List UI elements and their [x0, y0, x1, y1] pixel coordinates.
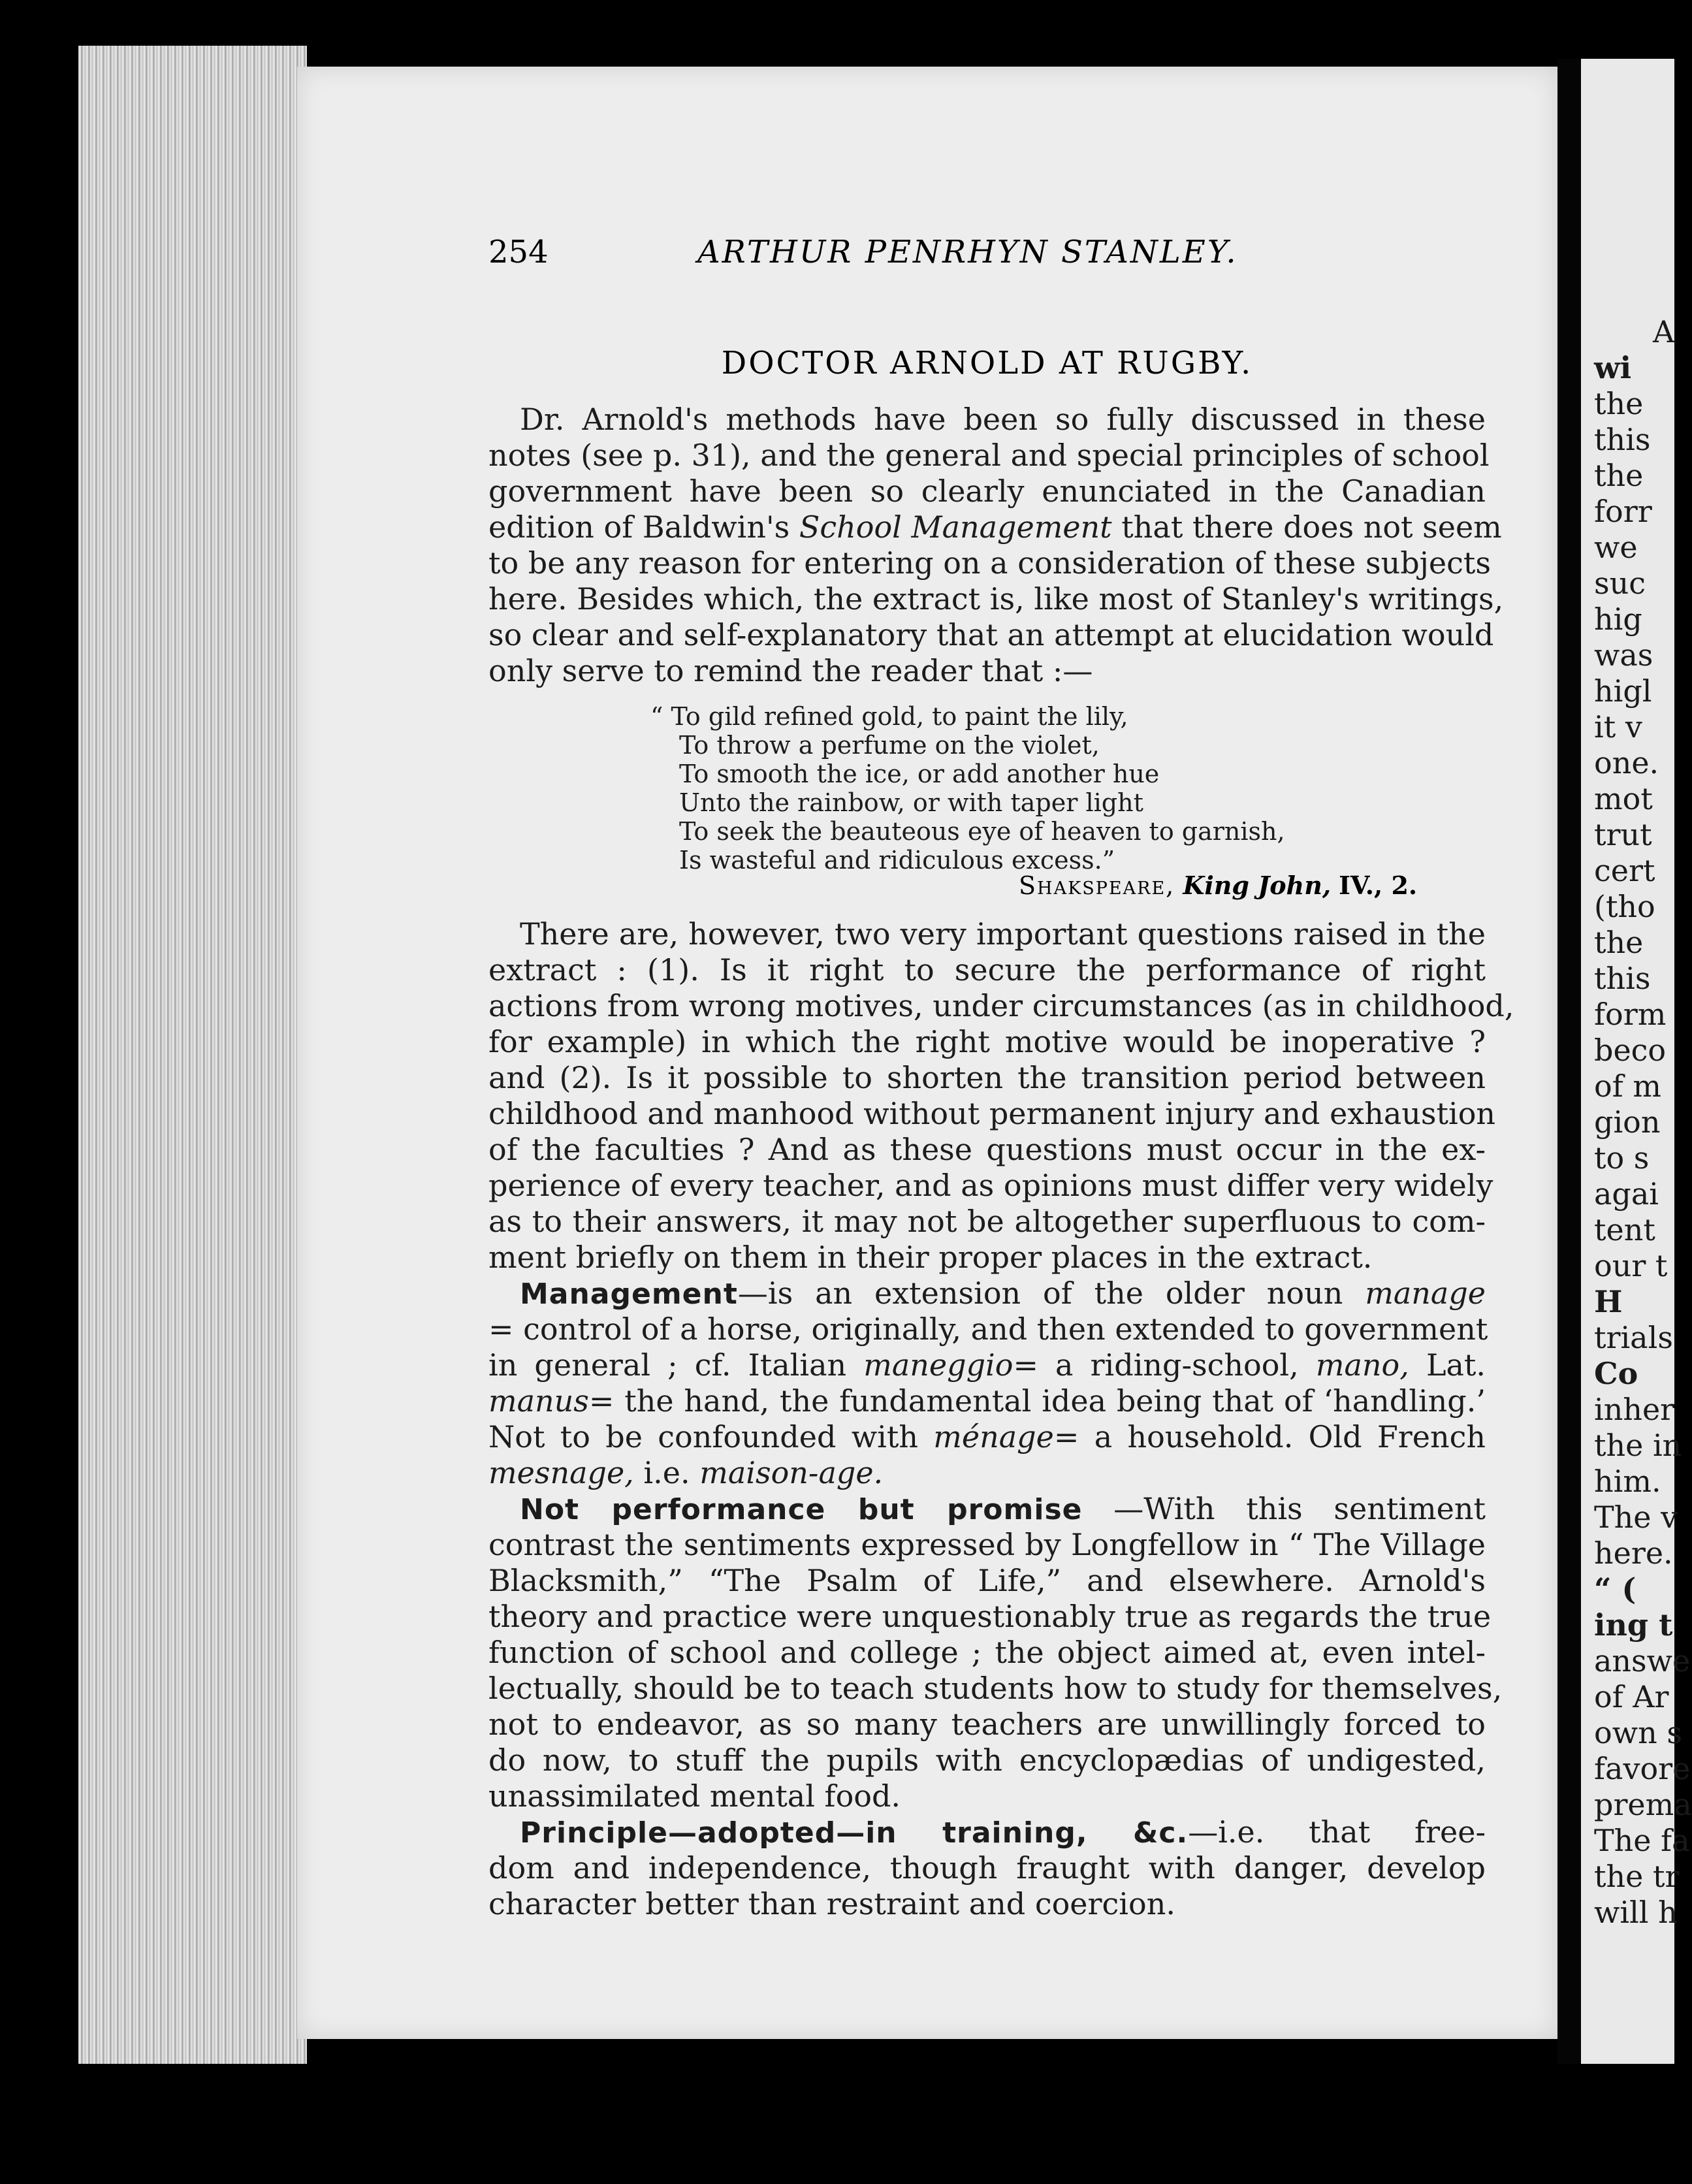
right-page-text-fragment: the: [1594, 386, 1644, 421]
text-line: Not performance but promise —With this sentiment: [520, 1491, 1486, 1526]
right-page-text-fragment: Co: [1594, 1356, 1638, 1391]
text-line: actions from wrong motives, under circumstances (as in childhood,: [488, 988, 1514, 1023]
right-page-text-fragment: the: [1594, 458, 1644, 493]
note-term: Not performance but promise: [520, 1493, 1083, 1526]
text-line: function of school and college ; the object aimed at, even intel-: [488, 1635, 1486, 1670]
page-number: 254: [488, 234, 549, 270]
note-management: [488, 1276, 1486, 1491]
right-page-text-fragment: trut: [1594, 817, 1652, 852]
right-page-text-fragment: (tho: [1594, 889, 1655, 924]
text-line: and (2). Is it possible to shorten the transition period between: [488, 1060, 1486, 1095]
text-line: only serve to remind the reader that :—: [488, 653, 1093, 688]
right-page-text-fragment: will h: [1594, 1895, 1678, 1930]
note-principle: [488, 1814, 1486, 1922]
right-page-text-fragment: the: [1594, 925, 1644, 960]
right-page-text-fragment: The v: [1594, 1500, 1678, 1535]
text-line: in general ; cf. Italian maneggio= a riding-school, mano, Lat.: [488, 1347, 1486, 1383]
text-line: to be any reason for entering on a consideration of these subjects: [488, 545, 1491, 581]
text-line: do now, to stuff the pupils with encyclopædias of undigested,: [488, 1742, 1486, 1778]
right-page-text-fragment: the tr: [1594, 1859, 1680, 1894]
section-heading: DOCTOR ARNOLD AT RUGBY.: [721, 345, 1253, 381]
right-page-text-fragment: forr: [1594, 494, 1652, 529]
text-line: here. Besides which, the extract is, like most of Stanley's writings,: [488, 581, 1504, 617]
text-line: lectually, should be to teach students how to study for themselves,: [488, 1671, 1503, 1706]
page-edge-stack: [78, 46, 307, 2064]
text-line: perience of every teacher, and as opinions must differ very widely: [488, 1168, 1493, 1203]
text-line: government have been so clearly enunciated in the Canadian: [488, 474, 1486, 509]
text-line: ment briefly on them in their proper places in the extract.: [488, 1240, 1373, 1275]
right-page-text-fragment: The fa: [1594, 1823, 1690, 1858]
verse-line: “ To gild refined gold, to paint the lily,: [650, 702, 1128, 731]
text-line: Management—is an extension of the older noun manage: [520, 1276, 1486, 1311]
text-line: unassimilated mental food.: [488, 1778, 901, 1814]
text-line: contrast the sentiments expressed by Longfellow in “ The Village: [488, 1527, 1486, 1562]
right-page-text-fragment: this: [1594, 961, 1651, 996]
right-page-text-fragment: this: [1594, 422, 1651, 457]
text-line: childhood and manhood without permanent injury and exhaustion: [488, 1096, 1496, 1131]
text-line: of the faculties ? And as these questions must occur in the ex-: [488, 1132, 1486, 1167]
right-page-text-fragment: favore: [1594, 1751, 1691, 1786]
right-page-text-fragment: of Ar: [1594, 1679, 1669, 1714]
right-page-text-fragment: gion: [1594, 1104, 1661, 1140]
right-page-text-fragment: our t: [1594, 1248, 1668, 1283]
text-line: dom and independence, though fraught with danger, develop: [488, 1850, 1486, 1886]
right-page-text-fragment: to s: [1594, 1140, 1650, 1176]
note-performance: [488, 1491, 1503, 1814]
verse-quotation: [650, 702, 1285, 875]
paragraph-intro: [488, 402, 1504, 689]
text-line: notes (see p. 31), and the general and special principles of school: [488, 438, 1490, 473]
right-page-text-fragment: was: [1594, 637, 1653, 673]
right-page-text-fragment: suc: [1594, 566, 1646, 601]
right-page-text-fragment: hig: [1594, 602, 1642, 637]
text-line: character better than restraint and coercion.: [488, 1886, 1175, 1921]
text-line: Blacksmith,” “The Psalm of Life,” and elsewhere. Arnold's: [488, 1563, 1486, 1598]
right-page-text-fragment: A: [1653, 314, 1675, 349]
note-term: Principle—adopted—in training, &c.: [520, 1816, 1189, 1850]
right-page-text-fragment: answe: [1594, 1643, 1691, 1678]
right-page-text-fragment: form: [1594, 997, 1667, 1032]
right-page-text-fragment: we: [1594, 530, 1638, 565]
verse-line: Unto the rainbow, or with taper light: [679, 788, 1143, 817]
text-line: edition of Baldwin's School Management that there does not seem: [488, 509, 1502, 545]
verse-line: To seek the beauteous eye of heaven to garnish,: [679, 817, 1285, 846]
right-page-text-fragment: here.: [1594, 1535, 1673, 1571]
right-page-text-fragment: tent: [1594, 1212, 1655, 1247]
right-page-text-fragment: higl: [1594, 673, 1652, 709]
right-page-text-fragment: it v: [1594, 709, 1642, 745]
right-page-text-fragment: cert: [1594, 853, 1655, 888]
right-page-text-fragment: inher: [1594, 1392, 1675, 1427]
running-title: ARTHUR PENRHYN STANLEY.: [697, 234, 1238, 270]
text-line: mesnage, i.e. maison-age.: [488, 1455, 884, 1490]
verse-attribution: Shakspeare, King John, IV., 2.: [1019, 871, 1418, 900]
text-line: not to endeavor, as so many teachers are unwillingly forced to: [488, 1707, 1486, 1742]
right-page-text-fragment: one.: [1594, 745, 1659, 780]
book-gutter: [1557, 59, 1581, 2064]
running-head: [488, 234, 1279, 273]
verse-line: To smooth the ice, or add another hue: [679, 760, 1160, 788]
right-page-fragment: [1581, 59, 1692, 2064]
verse-line: To throw a perfume on the violet,: [679, 731, 1100, 760]
right-page-text-fragment: wi: [1594, 350, 1632, 385]
paragraph-questions: [488, 916, 1514, 1276]
text-line: so clear and self-explanatory that an attempt at elucidation would: [488, 617, 1494, 652]
right-page-text-fragment: H: [1594, 1284, 1623, 1319]
text-line: manus= the hand, the fundamental idea being that of ‘handling.’: [488, 1383, 1486, 1419]
right-page-text-fragment: ing t: [1594, 1607, 1673, 1643]
right-page-text-fragment: “ (: [1594, 1571, 1636, 1607]
text-line: Dr. Arnold's methods have been so fully discussed in these: [520, 402, 1486, 437]
text-line: Not to be confounded with ménage= a household. Old French: [488, 1419, 1486, 1454]
right-page-text-fragment: own s: [1594, 1715, 1682, 1750]
right-page-text-fragment: the in: [1594, 1428, 1682, 1463]
text-line: Principle—adopted—in training, &c.—i.e. that free-: [520, 1814, 1486, 1850]
text-line: for example) in which the right motive would be inoperative ?: [488, 1024, 1486, 1059]
text-line: There are, however, two very important questions raised in the: [520, 916, 1486, 952]
verse-line: Is wasteful and ridiculous excess.”: [679, 846, 1115, 875]
note-term: Management: [520, 1277, 738, 1311]
right-page-text-fragment: him.: [1594, 1464, 1661, 1499]
right-page-text-fragment: trials: [1594, 1320, 1673, 1355]
right-page-text-fragment: beco: [1594, 1033, 1667, 1068]
text-line: theory and practice were unquestionably true as regards the true: [488, 1599, 1492, 1634]
text-line: = control of a horse, originally, and then extended to government: [488, 1311, 1488, 1347]
right-page-text-fragment: mot: [1594, 781, 1653, 816]
text-line: extract : (1). Is it right to secure the performance of right: [488, 952, 1486, 988]
text-line: as to their answers, it may not be altogether superfluous to com-: [488, 1204, 1486, 1239]
right-page-text-fragment: prema: [1594, 1787, 1692, 1822]
right-page-text-fragment: agai: [1594, 1176, 1659, 1212]
right-page-text-fragment: of m: [1594, 1068, 1661, 1104]
